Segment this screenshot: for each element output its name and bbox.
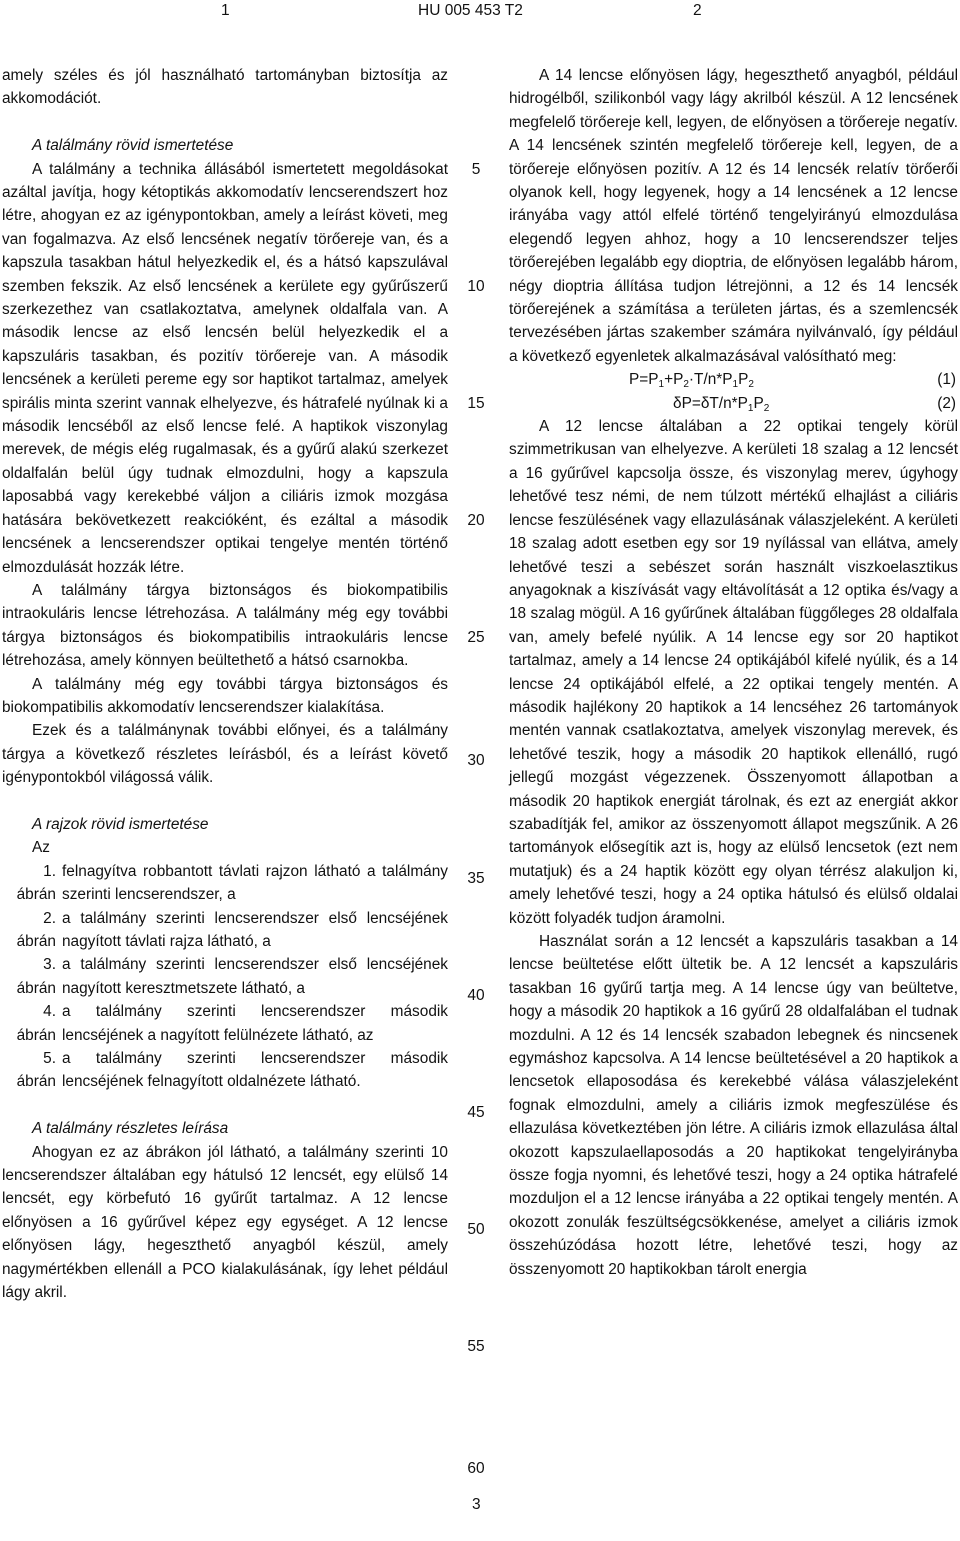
formula-2-expression: $\delta P=\delta T/n*P_1P_2$ [673,394,770,414]
line-number: 25 [467,629,485,646]
formula-2 [509,392,958,415]
figure-number: 1. ábrán [16,862,56,904]
line-number: 60 [467,1460,485,1477]
formula-1-number: (1) [937,371,956,389]
formula-1 [509,368,958,391]
figure-description: a találmány szerinti lencserendszer második lencséjének a nagyított felülnézete látható, az [62,1003,448,1044]
figure-number: 3. ábrán [16,956,56,997]
left-page-number: 1 [221,2,230,19]
line-number: 20 [467,512,485,529]
figure-number: 4. ábrán [16,1003,56,1044]
line-number: 45 [467,1104,485,1121]
line-number: 10 [467,278,485,295]
figure-list-item [2,1000,448,1047]
summary-heading: A találmány rövid ismertetése [32,137,234,155]
intro-paragraph: amely széles és jól használható tartományban biztosítja az akkomodációt. [2,67,448,108]
line-number: 5 [471,161,481,178]
object-paragraph-2: A találmány még egy további tárgya biztonságos és biokompatibilis akkomodatív lencserendszer kialakítása. [2,675,448,716]
advantages-paragraph: Ezek és a találmánynak további előnyei, és a találmány tárgya a következő részletes leírásból, és a leírást követő igénypontokból világossá válik. [2,722,448,787]
page-footer-number: 3 [472,1496,481,1513]
line-number: 40 [467,987,485,1004]
lens-paragraph: A 14 lencse előnyösen lágy, hegeszthető anyagból, például hidrogélből, szilikonból vagy lágy akrilból készül. A 12 lencsének megfelelő törőereje kell, legyen, de előnyösen a törőereje negatív. A 14 lencsének szintén megfelelő törőereje kell, legyen, de a törőereje előnyösen pozitív. A 12 és 14 lencsék relatív törőerői olyanok kell, hogy legyenek, hogy a 14 lencsének a 12 lencse irányába vagy attól elfelé történő tengelyirányú elmozdulása elegendő legyen ahhoz, hogy a 10 lencserendszer teljes törőerejében legalább egy dioptria, de előnyösen legalább három, négy dioptria állítása tudjon létrejönni, a 12 és 14 lencsék törőerejének a számítása a területen jártas, és a szemlencsék tervezésében jártas szakember számára nyilvánvaló, így például a következő egyenletek alkalmazásával valósítható meg: [509,67,958,365]
left-column [2,64,448,1304]
detailed-heading: A találmány részletes leírása [32,1120,229,1138]
detailed-paragraph: Ahogyan ez az ábrákon jól látható, a találmány szerinti 10 lencserendszer általában egy hátulsó 12 lencsét, egy elülső 14 lencsét, egy körbefutó 16 gyűrűt tartalmaz. A 12 lencse előnyösen a 16 gyűrűvel képez egy egységet. A 12 lencse előnyösen lágy, hegeszthető anyagból készül, amely nagymértékben ellenáll a PCO kialakulásának, így lehet például lágy akril. [2,1143,448,1302]
formula-1-expression: $P=P_1+P_2\cdot T/n*P_1P_2$ [629,371,754,391]
line-number: 30 [467,752,485,769]
drawings-intro: Az [32,839,50,857]
figure-description: a találmány szerinti lencserendszer első lencséjének nagyított keresztmetszete látható, a [62,956,448,997]
haptics-paragraph: A 12 lencse általában a 22 optikai tengely körül szimmetrikusan van elhelyezve. A kerületi 18 szalag a 12 lencsét a 16 gyűrűvel kapcsolja össze, és viszonylag merev, úgyhogy lehetővé tesz némi, de nem túlzott mértékű elhajlást a ciliáris lencse feszülésének vagy ellazulásának válaszjeleként. A kerületi 18 szalag adott esetben egy sor 19 nyílással van ellátva, amely lehetővé teszi a sebészet során használt viszkoelasztikus anyagoknak a kiszívását vagy eltávolítását a 12 optika és/vagy a 18 szalag mögül. A 16 gyűrűnek általában függőleges 28 oldalfala van, amely befelé nyúlik. A 14 lencse egy sor 20 haptikot tartalmaz, amely a 14 lencse 24 optikájából kifelé nyúlik, és a 14 lencse 24 optikájából elfelé, a 22 optikai tengely mentén. A második hajlékony 20 haptikok a 14 lencséhez 26 tartományok mentén vannak csatlakoztatva, amelyek viszonylag merevek, és lehetővé teszik, hogy a második 20 haptikok ellenálló, rugó jellegű mozgást végezzenek. Összenyomott állapotban a második 20 haptikok energiát tárolnak, és ezt az energiát akkor szabadítják fel, amikor az összenyomott állapot megszűnik. A 26 tartományok elősegítik azt is, hogy az elülső lencsetok (ezt nem mutatjuk) és a 24 haptik között egy olyan térrész alakuljon ki, amely lehetővé teszi, hogy a 24 optika hátulsó és elülső oldalai között folyadék tudjon áramolni. [509,418,958,927]
right-column [509,64,958,1281]
line-number: 35 [467,870,485,887]
figure-number: 2. ábrán [16,909,56,950]
figure-number: 5. ábrán [16,1050,56,1091]
figure-description: a találmány szerinti lencserendszer első lencséjének nagyított távlati rajza látható, a [62,909,448,950]
formula-2-number: (2) [937,394,956,412]
figure-description: a találmány szerinti lencserendszer második lencséjének felnagyított oldalnézete látható. [62,1050,448,1091]
page-header [0,2,960,26]
line-number: 55 [467,1338,485,1355]
figure-list-item [2,907,448,954]
usage-paragraph: Használat során a 12 lencsét a kapszuláris tasakban a 14 lencse beültetése előtt ültetik be. A 12 lencsét a kapszuláris tasakban 16 gyűrű tartja meg. A 14 lencse úgy van beültetve, hogy a második 20 haptikok a 16 gyűrű 28 oldalfalában el tudnak mozdulni. A 12 és 14 lencsék szabadon lebegnek és nincsenek egymáshoz kapcsolva. A 14 lencse beültetésével a 20 haptikok a lencsetok ellaposodása és kerekebbé válása válaszjeleként fognak elmozdulni, amely a ciliáris izmok megfeszülése és ellazulása következtében jön létre. A ciliáris izmok ellazulása által okozott kapszulaellaposodás a 20 haptikokat tengelyirányba össze fogja nyomni, és lehetővé teszi, hogy a 24 optika hátrafelé mozduljon el a 12 lencse irányába a 22 optikai tengely mentén. A okozott zonulák feszültségcsökkenése, amelyet a ciliáris izmok összehúzódása hozott létre, lehetővé teszi, hogy az összenyomott 20 haptikokban tárolt energia [509,933,958,1278]
document-number: HU 005 453 T2 [418,2,523,19]
figure-list-item [2,860,448,907]
drawings-heading: A rajzok rövid ismertetése [32,815,209,833]
figure-list-item [2,1047,448,1094]
line-number: 50 [467,1221,485,1238]
summary-paragraph: A találmány a technika állásából ismertetett megoldásokat azáltal javítja, hogy kétoptikás akkomodatív lencserendszert hoz létre, ahogyan ez az igénypontokban, amely a leírást követi, meg van fogalmazva. Az első lencsének negatív törőereje van, és a kapszula tasakban hátul helyezkedik el, és a hátsó kapszulával szemben fekszik. Az első lencsének a kerülete egy gyűrűszerű szerkezethez van csatlakoztatva, amelynek oldalfala van. A második lencse az első lencsén belül helyezkedik el a kapszuláris tasakban, és pozitív törőereje van. A második lencsének a kerületi pereme egy sor haptikot tartalmaz, amelyek spirális minta szerint vannak elhelyezve, és hátrafelé nyúlnak ki a második lencséből az első lencse felé. A haptikok viszonylag merevek, de mégis elég rugalmasak, és a gyűrű alakú szerkezet oldalfalán belül úgy tudnak elmozdulni, hogy a kapszula laposabbá vagy kerekebbé váljon a ciliáris izmok mozgása hatására bekövetkezett reakcióként, és ezáltal a második lencsének a lencserendszer optikai tengelye mentén történő elmozdulását hozzák létre. [2,160,448,576]
line-number: 15 [467,395,485,412]
right-page-number: 2 [693,2,702,19]
object-paragraph-1: A találmány tárgya biztonságos és biokompatibilis intraokuláris lencse létrehozása. A találmány még egy további tárgya biztonságos és biokompatibilis intraokuláris lencse létrehozása, amely könnyen beültethető a hátsó csarnokba. [2,581,448,670]
figure-description: felnagyítva robbantott távlati rajzon látható a találmány szerinti lencserendszer, a [62,862,448,904]
figure-list-item [2,953,448,1000]
